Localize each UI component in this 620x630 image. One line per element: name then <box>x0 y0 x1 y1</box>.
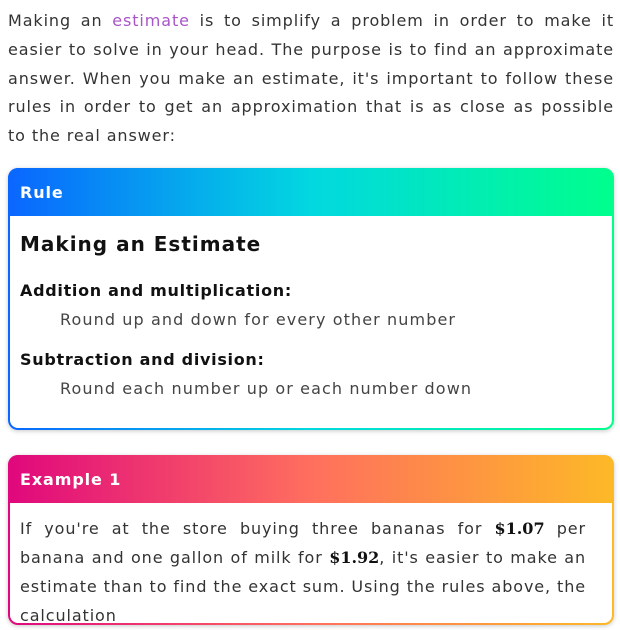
rule-heading-subtraction-division: Subtraction and division: <box>20 350 265 369</box>
example-text-3: , it's easier to make an estimate than to find the exact sum. Using the rules above, the calculation <box>20 548 587 625</box>
banana-price: $1.07 <box>494 519 545 538</box>
example-text-2: per banana and one gallon of milk for <box>20 519 587 567</box>
example-text-1: If you're at the store buying three bananas for <box>20 519 495 538</box>
rule-box <box>8 168 614 430</box>
example-body <box>20 514 586 630</box>
rule-box-header: Rule <box>8 168 614 216</box>
estimate-link[interactable]: estimate <box>112 11 190 30</box>
intro-paragraph <box>8 7 614 151</box>
rule-text-subtraction-division: Round each number up or each number down <box>60 379 473 398</box>
example-box-header: Example 1 <box>8 455 614 503</box>
intro-text-end: is to simplify a problem in order to make it easier to solve in your head. The purpose is to find an approximate answer. When you make an estimate, it's important to follow these rules in order to get an approximation that is as close as possible to the real answer: <box>8 11 615 146</box>
rule-heading-addition-multiplication: Addition and multiplication: <box>20 281 292 300</box>
intro-text-start: Making an <box>8 11 113 30</box>
milk-price: $1.92 <box>329 548 380 567</box>
rule-text-addition-multiplication: Round up and down for every other number <box>60 310 457 329</box>
rule-title: Making an Estimate <box>20 232 262 256</box>
